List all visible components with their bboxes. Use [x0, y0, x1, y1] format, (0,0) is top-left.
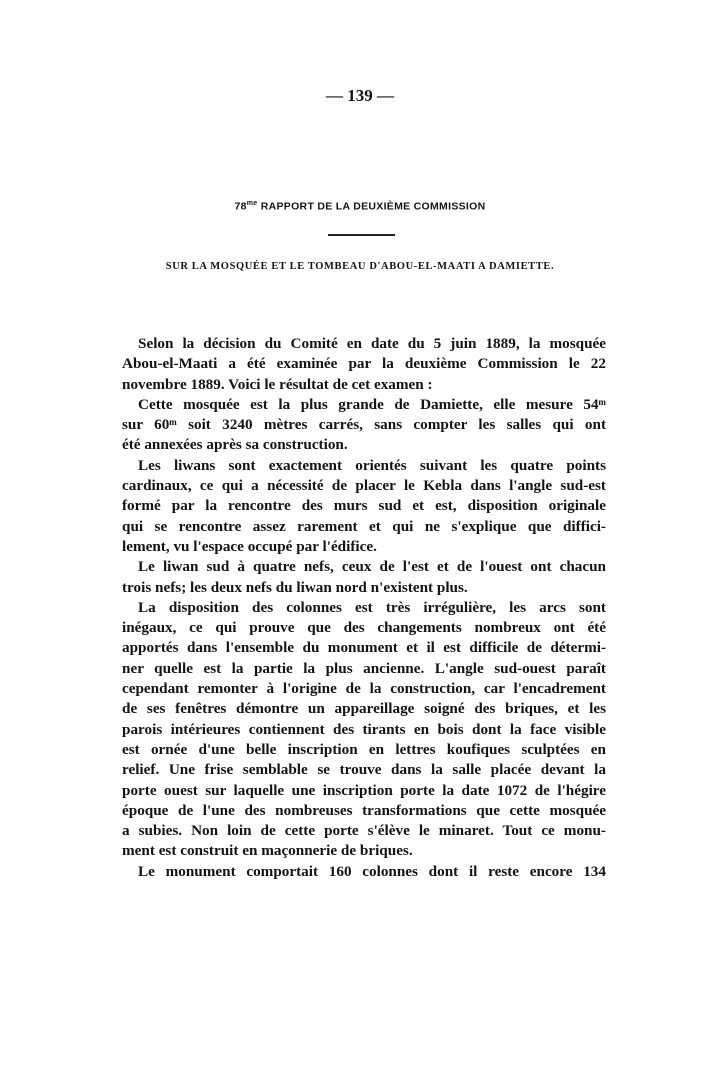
text-line: trois nefs; les deux nefs du liwan nord n'existent plus.	[122, 578, 468, 596]
text-line: apportés dans l'ensemble du monument et il est difficile de détermi-	[122, 639, 606, 657]
text-line: de ses fenêtres démontre un appareillage soigné des briques, et les	[122, 700, 606, 718]
text-line: ment est construit en maçonnerie de briques.	[122, 842, 413, 860]
text-line: porte ouest sur laquelle une inscription porte la date 1072 de l'hégire	[122, 781, 606, 799]
text-line: qui se rencontre assez rarement et qui ne s'explique que diffici-	[122, 517, 606, 535]
text-line: parois intérieures contiennent des tirants en bois dont la face visible	[122, 720, 606, 738]
text-line: Le liwan sud à quatre nefs, ceux de l'est et de l'ouest ont chacun	[138, 558, 606, 576]
page-number: — 139 —	[326, 86, 394, 105]
report-subtitle: SUR LA MOSQUÉE ET LE TOMBEAU D'ABOU-EL-MAATI A DAMIETTE.	[165, 261, 555, 272]
text-line: formé par la rencontre des murs sud et est, disposition originale	[122, 497, 606, 515]
text-line: cardinaux, ce qui a nécessité de placer le Kebla dans l'angle sud-est	[122, 477, 606, 495]
report-number-suffix: me	[246, 200, 258, 207]
text-line: Abou-el-Maati a été examinée par la deuxième Commission le 22	[122, 355, 606, 373]
report-number: 78	[234, 200, 247, 213]
text-line: relief. Une frise semblable se trouve dans la salle placée devant la	[122, 761, 606, 779]
text-line: La disposition des colonnes est très irrégulière, les arcs sont	[138, 598, 606, 616]
text-line: novembre 1889. Voici le résultat de cet examen :	[122, 375, 433, 393]
text-line: a subies. Non loin de cette porte s'élève le minaret. Tout ce monu-	[122, 822, 606, 840]
text-line: lement, vu l'espace occupé par l'édifice.	[122, 537, 377, 555]
text-line: Les liwans sont exactement orientés suivant les quatre points	[138, 456, 606, 474]
text-line: époque de l'une des nombreuses transformations que cette mosquée	[122, 801, 606, 819]
text-line: cependant remonter à l'origine de la construction, car l'encadrement	[122, 680, 606, 698]
report-title-text: RAPPORT DE LA DEUXIÈME COMMISSION	[257, 200, 486, 213]
title-divider	[328, 234, 395, 236]
report-title	[0, 200, 720, 213]
text-line: ner quelle est la partie la plus ancienne. L'angle sud-ouest paraît	[122, 659, 606, 677]
text-line: été annexées après sa construction.	[122, 436, 348, 454]
text-line: Cette mosquée est la plus grande de Damiette, elle mesure 54ᵐ	[138, 395, 606, 413]
text-line: inégaux, ce qui prouve que des changements nombreux ont été	[122, 619, 606, 637]
text-line: Le monument comportait 160 colonnes dont il reste encore 134	[138, 862, 606, 880]
text-line: sur 60ᵐ soit 3240 mètres carrés, sans compter les salles qui ont	[122, 416, 606, 434]
body-text	[122, 334, 606, 882]
text-line: Selon la décision du Comité en date du 5 juin 1889, la mosquée	[138, 335, 606, 352]
text-line: est ornée d'une belle inscription en lettres koufiques sculptées en	[122, 740, 606, 758]
